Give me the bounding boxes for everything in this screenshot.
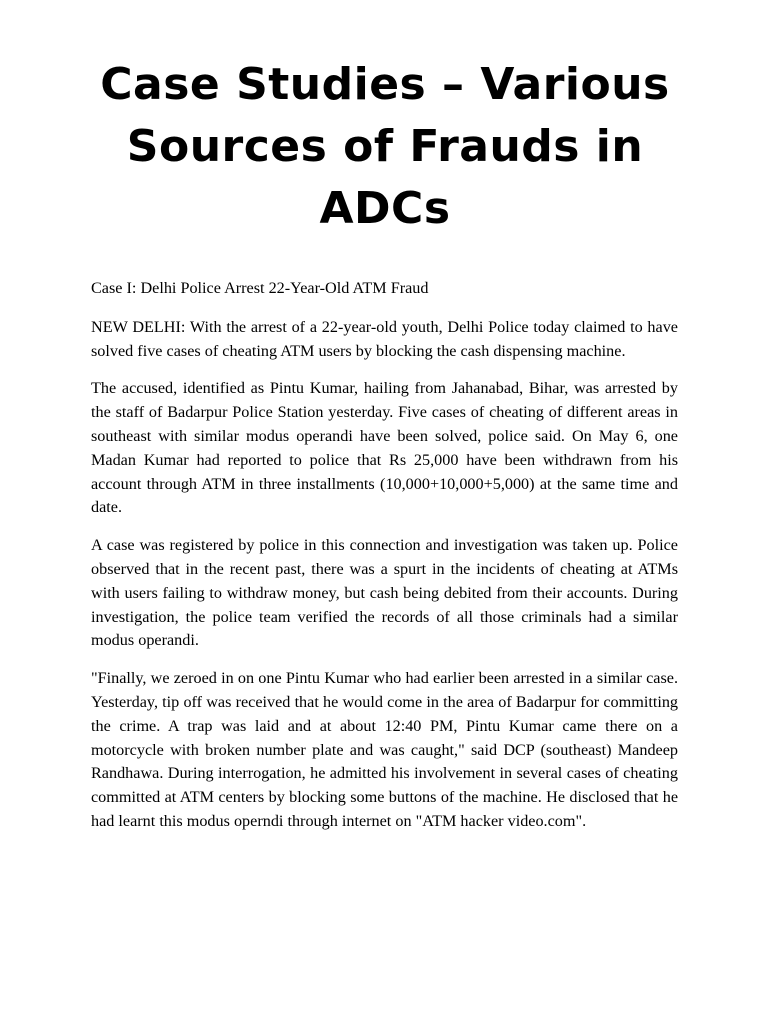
document-body [91,277,678,848]
paragraph-accused: The accused, identified as Pintu Kumar, hailing from Jahanabad, Bihar, was arrested by the staff of Badarpur Police Station yesterday. Five cases of cheating of different areas in southeast with similar modus operandi have been solved, police said. On May 6, one Madan Kumar had reported to police that Rs 25,000 have been withdrawn from his account through ATM in three installments (10,000+10,000+5,000) at the same time and date. [91,379,678,517]
paragraph-quote: "Finally, we zeroed in on one Pintu Kumar who had earlier been arrested in a similar case. Yesterday, tip off was received that he would come in the area of Badarpur for committing the crime. A trap was laid and at about 12:40 PM, Pintu Kumar came there on a motorcycle with broken number plate and was caught," said DCP (southeast) Mandeep Randhawa. During interrogation, he admitted his involvement in several cases of cheating committed at ATM centers by blocking some buttons of the machine. He disclosed that he had learnt this modus operndi through internet on "ATM hacker video.com". [91,669,678,830]
paragraph-intro: NEW DELHI: With the arrest of a 22-year-old youth, Delhi Police today claimed to have solved five cases of cheating ATM users by blocking the cash dispensing machine. [91,317,678,360]
page-title: Case Studies – Various Sources of Frauds in ADCs [100,59,670,234]
case-heading: Case I: Delhi Police Arrest 22-Year-Old ATM Fraud [91,279,429,297]
paragraph-investigation: A case was registered by police in this connection and investigation was taken up. Police observed that in the recent past, there was a spurt in the incidents of cheating at ATMs with users failing to withdraw money, but cash being debited from their accounts. During investigation, the police team verified the records of all those criminals had a similar modus operandi. [91,536,678,650]
